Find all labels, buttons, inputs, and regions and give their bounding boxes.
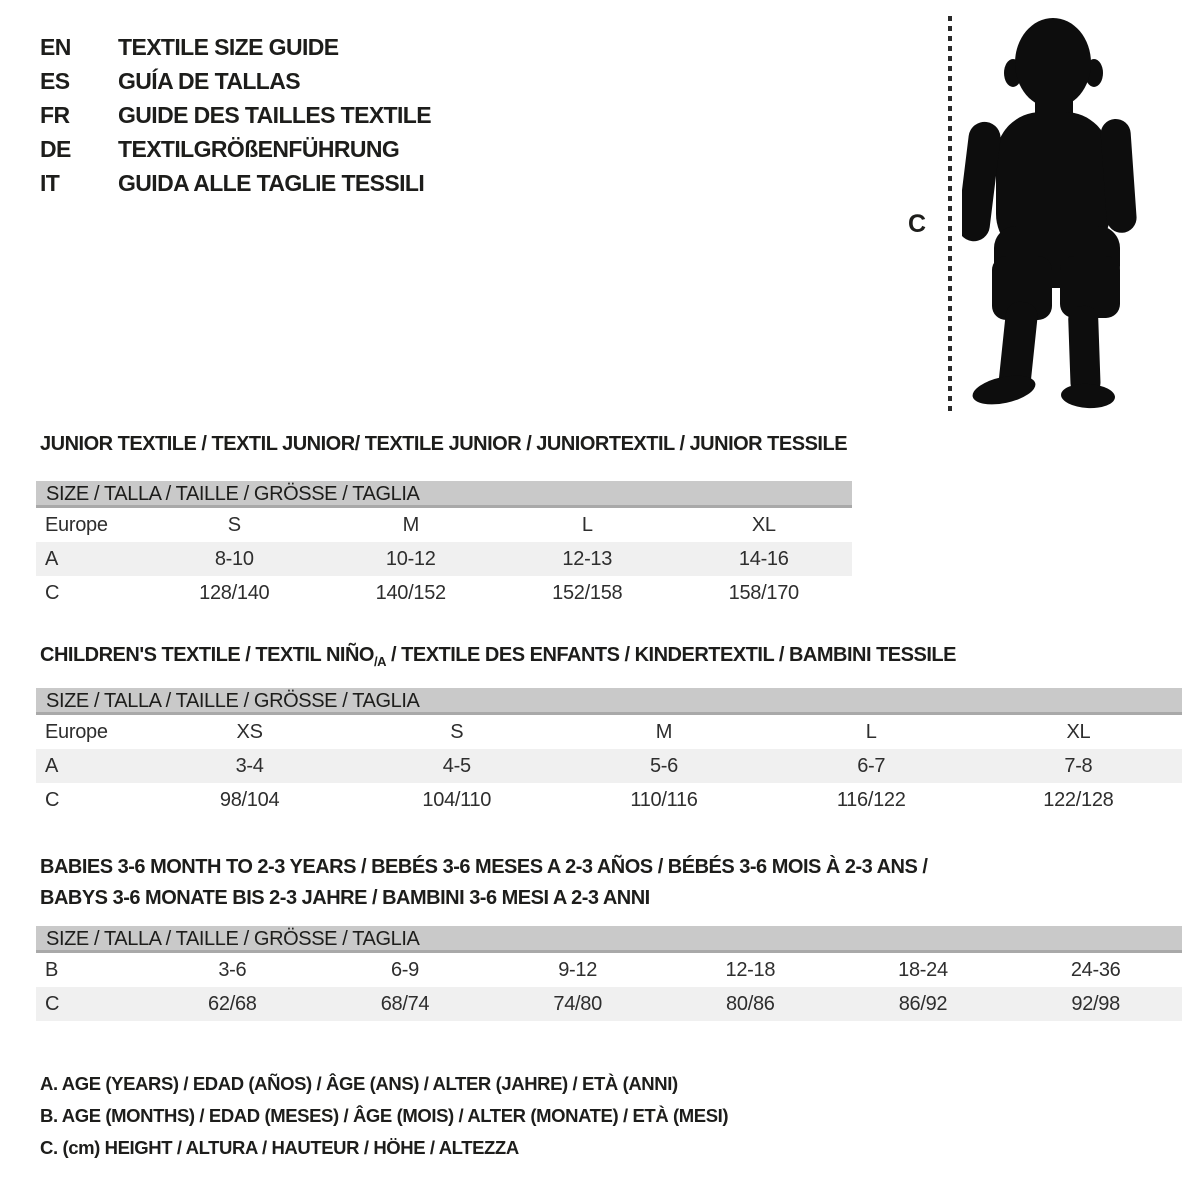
children-row-height-label: C [45,788,60,811]
lang-code-es: ES [40,67,70,94]
babies-months-4: 12-18 [725,958,776,981]
children-title-rest: / TEXTILE DES ENFANTS / KINDERTEXTIL / BAMBINI TESSILE [385,644,956,666]
lang-title-fr: GUIDE DES TAILLES TEXTILE [118,101,431,128]
lang-code-fr: FR [40,101,70,128]
children-height-xl: 122/128 [1043,788,1114,811]
junior-height-xl: 158/170 [728,581,799,604]
lang-title-de: TEXTILGRÖßENFÜHRUNG [118,135,400,162]
children-col-xl: XL [1066,720,1091,743]
height-measure-label: C [908,210,927,238]
children-col-m: M [655,720,673,743]
babies-row-months [36,953,1182,987]
lang-title-es: GUÍA DE TALLAS [118,67,300,94]
legend-height-cm: C. (cm) HEIGHT / ALTURA / HAUTEUR / HÖHE / ALTEZZA [40,1137,519,1158]
children-table-header-bar: SIZE / TALLA / TAILLE / GRÖSSE / TAGLIA [36,688,1182,715]
children-height-xs: 98/104 [219,788,280,811]
babies-months-3: 9-12 [558,958,598,981]
lang-title-en: TEXTILE SIZE GUIDE [118,33,339,60]
legend-age-months: B. AGE (MONTHS) / EDAD (MESES) / ÂGE (MOIS) / ALTER (MONATE) / ETÀ (MESI) [40,1105,729,1126]
children-title-sub: /A [373,654,386,669]
children-height-m: 110/116 [630,788,698,811]
junior-table-header-bar: SIZE / TALLA / TAILLE / GRÖSSE / TAGLIA [36,481,852,508]
children-col-s: S [450,720,464,743]
lang-code-en: EN [40,33,71,60]
legend-age-years: A. AGE (YEARS) / EDAD (AÑOS) / ÂGE (ANS) / ALTER (JAHRE) / ETÀ (ANNI) [40,1073,678,1094]
junior-col-l: L [581,513,593,536]
lang-row-en [40,30,431,64]
children-col-l: L [865,720,877,743]
babies-months-5: 18-24 [898,958,948,981]
children-age-m: 5-6 [649,754,678,777]
junior-age-l: 12-13 [562,547,613,570]
babies-height-3: 74/80 [553,992,602,1015]
babies-height-1: 62/68 [208,992,257,1015]
junior-col-m: M [402,513,419,536]
junior-section-title: JUNIOR TEXTILE / TEXTIL JUNIOR/ TEXTILE JUNIOR / JUNIORTEXTIL / JUNIOR TESSILE [40,433,848,455]
children-section-title [40,644,956,669]
junior-row-height [36,576,852,610]
lang-row-fr [40,98,431,132]
babies-row-months-label: B [45,958,59,981]
children-size-table [36,688,1182,817]
junior-height-l: 152/158 [552,581,623,604]
junior-age-s: 8-10 [214,547,254,570]
lang-code-it: IT [40,169,60,196]
babies-table-header-bar: SIZE / TALLA / TAILLE / GRÖSSE / TAGLIA [36,926,1182,953]
junior-row-age [36,542,852,576]
babies-row-height-label: C [45,992,60,1015]
junior-height-s: 128/140 [199,581,270,604]
children-age-xl: 7-8 [1064,754,1093,777]
babies-months-1: 3-6 [218,958,247,981]
junior-age-xl: 14-16 [738,547,789,570]
children-row-height [36,783,1182,817]
lang-title-it: GUIDA ALLE TAGLIE TESSILI [118,169,425,196]
toddler-silhouette-figure [962,14,1138,416]
babies-title-line2: BABYS 3-6 MONATE BIS 2-3 JAHRE / BAMBINI 3-6 MESI A 2-3 ANNI [40,887,650,909]
babies-section-title [40,852,927,914]
babies-months-6: 24-36 [1070,958,1121,981]
children-title-main: CHILDREN'S TEXTILE / TEXTIL NIÑO [40,644,374,666]
junior-age-m: 10-12 [385,547,436,570]
children-columns-row [36,715,1182,749]
children-age-xs: 3-4 [235,754,264,777]
junior-row-height-label: C [45,581,60,604]
junior-row-age-label: A [45,547,59,570]
children-height-s: 104/110 [422,788,492,811]
babies-size-table [36,926,1182,1021]
children-row-age-label: A [45,754,59,777]
children-row-age [36,749,1182,783]
babies-height-2: 68/74 [380,992,430,1015]
babies-height-5: 86/92 [898,992,948,1015]
children-col-xs: XS [236,720,263,743]
height-measure-line [948,16,952,414]
lang-row-es [40,64,431,98]
babies-title-line1: BABIES 3-6 MONTH TO 2-3 YEARS / BEBÉS 3-6 MESES A 2-3 AÑOS / BÉBÉS 3-6 MOIS À 2-3 ANS / [40,856,928,878]
junior-size-table [36,481,852,610]
children-age-s: 4-5 [442,754,471,777]
junior-col-region: Europe [45,513,108,536]
children-height-l: 116/122 [836,788,906,811]
junior-col-s: S [227,513,241,536]
junior-columns-row [36,508,852,542]
children-age-l: 6-7 [857,754,886,777]
lang-row-it [40,166,431,200]
junior-col-xl: XL [751,513,776,536]
children-col-region: Europe [45,720,108,743]
lang-row-de [40,132,431,166]
lang-code-de: DE [40,135,71,162]
babies-height-6: 92/98 [1071,992,1120,1015]
babies-height-4: 80/86 [726,992,775,1015]
junior-height-m: 140/152 [375,581,446,604]
babies-row-height [36,987,1182,1021]
language-title-block [40,30,431,200]
babies-months-2: 6-9 [390,958,419,981]
